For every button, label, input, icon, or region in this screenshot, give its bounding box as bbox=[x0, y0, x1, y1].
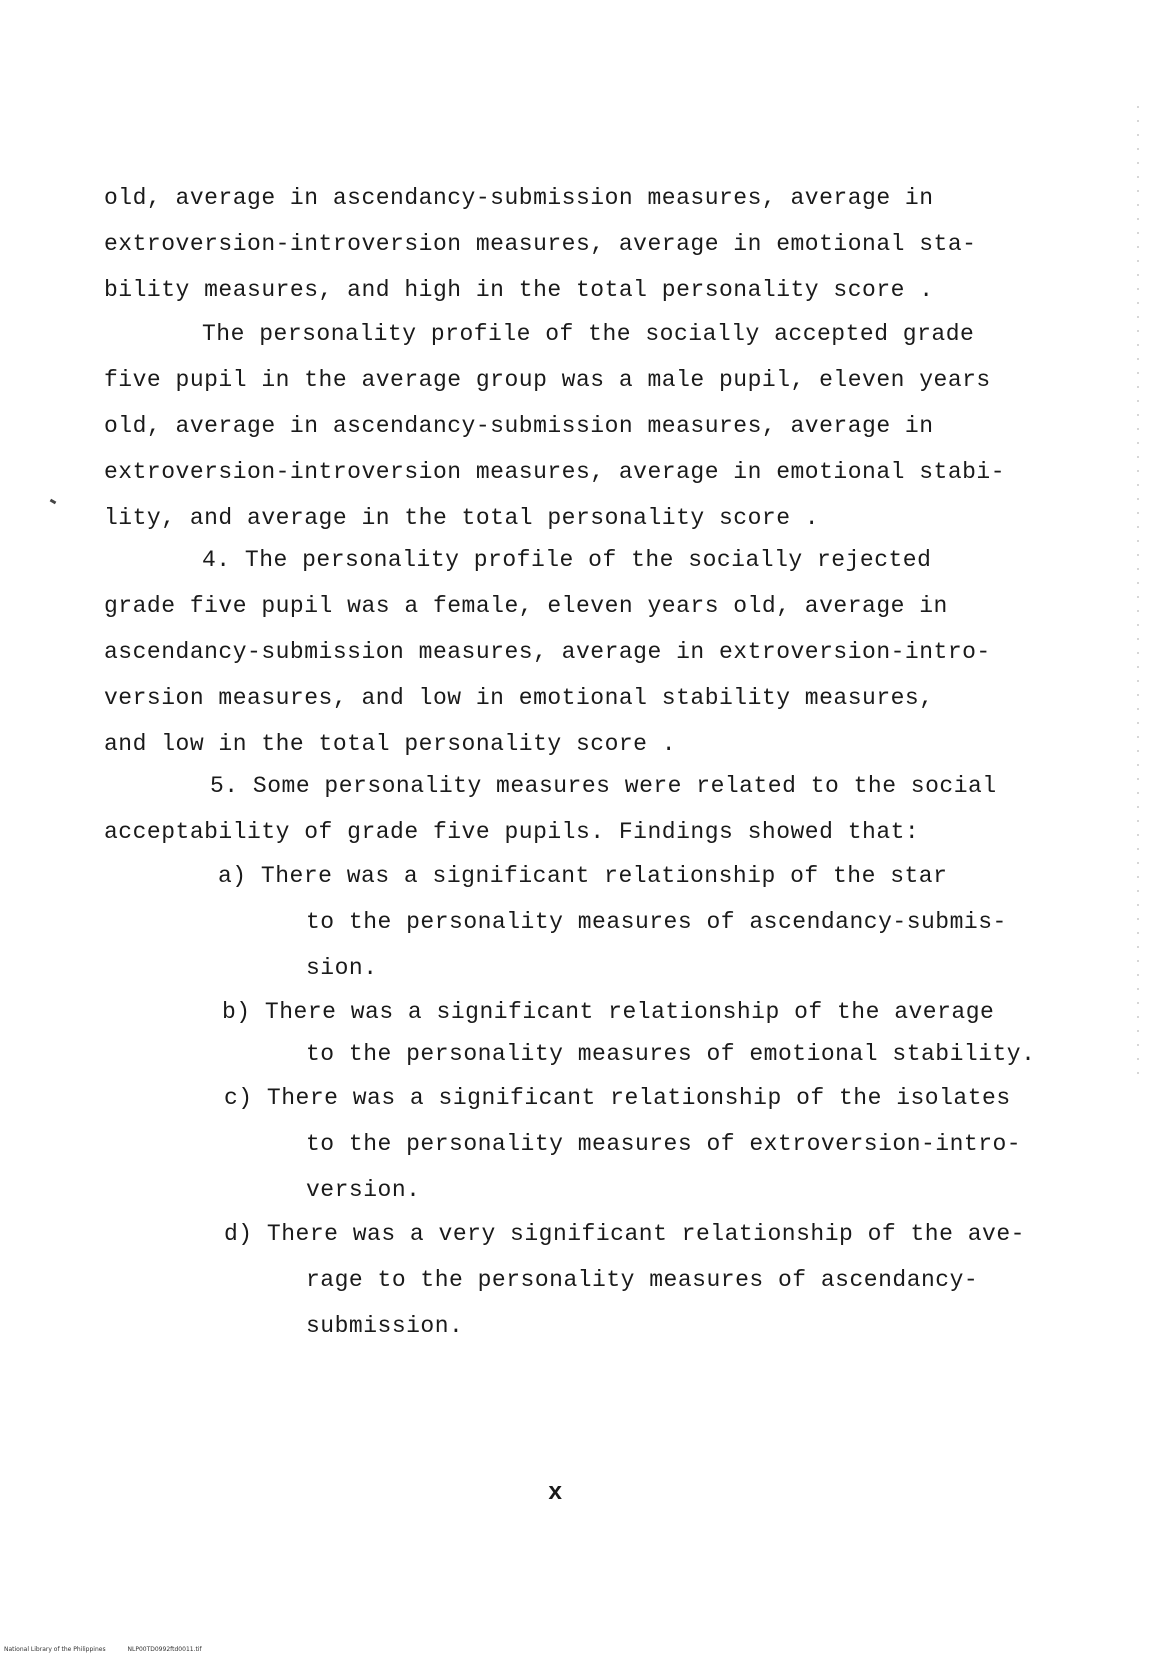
footer-library: National Library of the Philippines bbox=[4, 1646, 106, 1653]
text-line: bility measures, and high in the total personality score . bbox=[104, 277, 934, 303]
text-line: 5. Some personality measures were related to the social bbox=[210, 773, 997, 799]
text-line: five pupil in the average group was a male pupil, eleven years bbox=[104, 367, 991, 393]
text-line: extroversion-introversion measures, average in emotional stabi- bbox=[104, 459, 1006, 485]
text-line: submission. bbox=[306, 1313, 464, 1339]
text-line: and low in the total personality score . bbox=[104, 731, 677, 757]
scan-footer bbox=[4, 1646, 222, 1653]
text-line: to the personality measures of emotional stability. bbox=[306, 1041, 1036, 1067]
page-number: x bbox=[548, 1480, 563, 1507]
finding-a: a) There was a significant relationship of the star bbox=[218, 863, 948, 889]
text-line: grade five pupil was a female, eleven years old, average in bbox=[104, 593, 948, 619]
finding-d: d) There was a very significant relationship of the ave- bbox=[224, 1221, 1025, 1247]
text-line: The personality profile of the socially accepted grade bbox=[202, 321, 975, 347]
text-line: sion. bbox=[306, 955, 378, 981]
text-line: version measures, and low in emotional stability measures, bbox=[104, 685, 934, 711]
finding-b: b) There was a significant relationship of the average bbox=[222, 999, 995, 1025]
footer-file-id: NLP00TD0992ftd0011.tif bbox=[127, 1646, 202, 1653]
finding-c: c) There was a significant relationship of the isolates bbox=[224, 1085, 1011, 1111]
text-line: extroversion-introversion measures, average in emotional sta- bbox=[104, 231, 977, 257]
text-line: old, average in ascendancy-submission measures, average in bbox=[104, 413, 934, 439]
text-line: version. bbox=[306, 1177, 421, 1203]
text-line: lity, and average in the total personality score . bbox=[104, 505, 820, 531]
text-line: acceptability of grade five pupils. Findings showed that: bbox=[104, 819, 920, 845]
text-line: 4. The personality profile of the socially rejected bbox=[202, 547, 932, 573]
text-line: to the personality measures of ascendancy-submis- bbox=[306, 909, 1007, 935]
text-line: to the personality measures of extroversion-intro- bbox=[306, 1131, 1022, 1157]
scan-margin-dots bbox=[1136, 100, 1140, 1080]
text-line: ascendancy-submission measures, average in extroversion-intro- bbox=[104, 639, 991, 665]
text-line: rage to the personality measures of ascendancy- bbox=[306, 1267, 979, 1293]
text-line: old, average in ascendancy-submission measures, average in bbox=[104, 185, 934, 211]
scan-speck bbox=[50, 499, 57, 505]
